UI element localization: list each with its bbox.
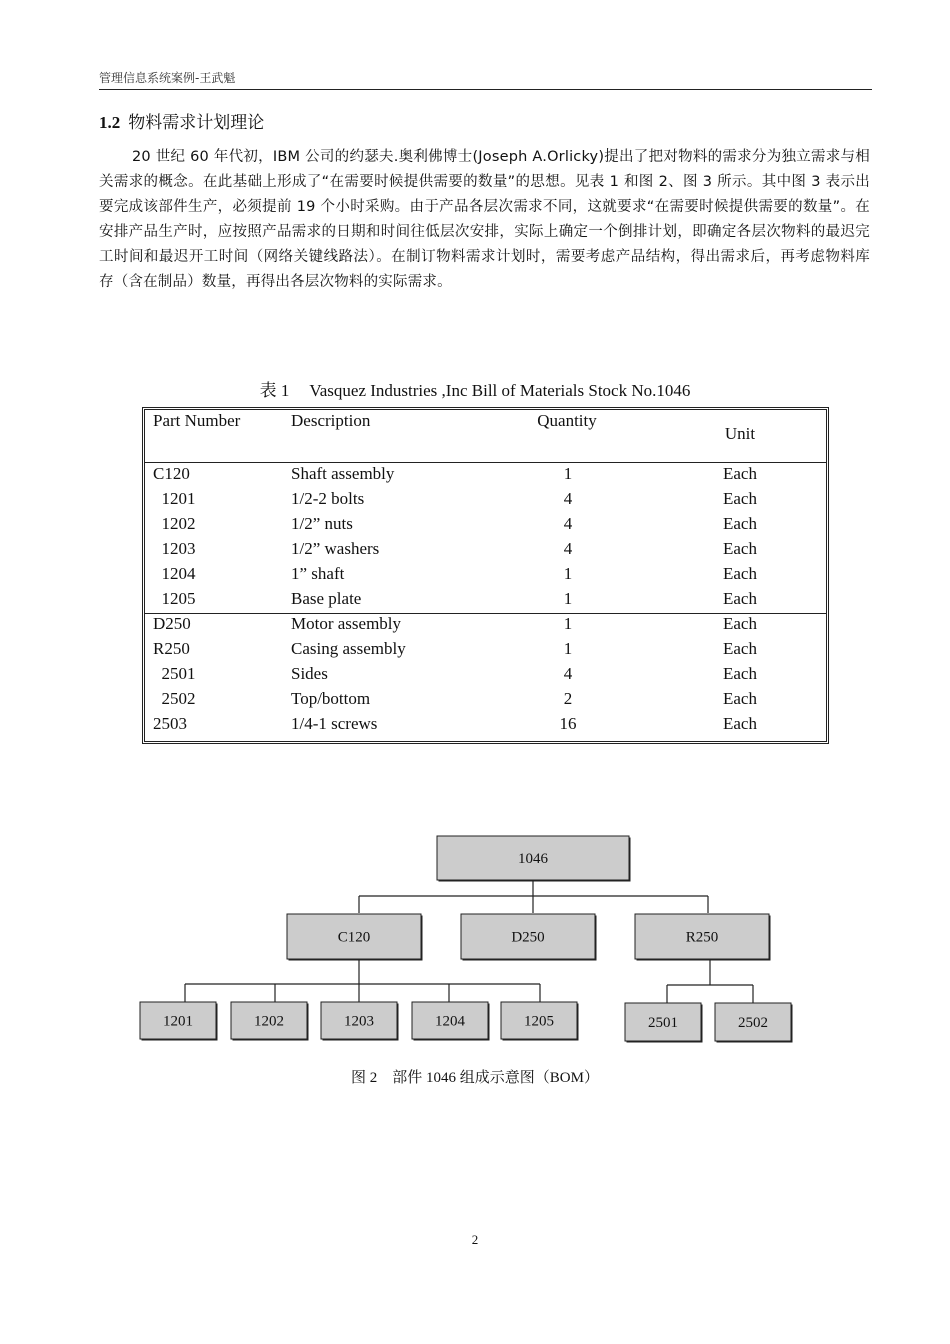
page-header: 管理信息系统案例-王武魁 — [99, 70, 872, 90]
cell-description: Casing assembly — [291, 639, 406, 658]
header-description: Description — [291, 411, 371, 430]
cell-part-number: R250 — [153, 639, 190, 658]
node-c120-child — [501, 1002, 579, 1041]
cell-quantity: 4 — [563, 664, 573, 683]
cell-quantity: 2 — [563, 689, 573, 708]
node-level1 — [635, 914, 771, 961]
table-row — [145, 661, 826, 686]
section-title: 物料需求计划理论 — [128, 113, 265, 133]
table-row — [145, 511, 826, 536]
cell-quantity: 1 — [563, 639, 573, 658]
node-level1-label: D250 — [511, 929, 545, 946]
cell-quantity: 4 — [563, 539, 573, 558]
cell-quantity: 1 — [563, 564, 573, 583]
cell-unit: Each — [723, 464, 757, 483]
table-row — [145, 711, 826, 736]
cell-unit: Each — [723, 614, 757, 633]
cell-description: Top/bottom — [291, 689, 371, 708]
cell-unit: Each — [723, 664, 757, 683]
header-quantity: Quantity — [537, 411, 597, 430]
cell-part-number: 1202 — [153, 514, 196, 533]
node-c120-child-label: 1201 — [163, 1013, 193, 1030]
tree-nodes — [140, 836, 793, 1043]
node-r250-child-label: 2502 — [738, 1015, 768, 1031]
table-row — [145, 486, 826, 511]
cell-part-number: D250 — [153, 614, 191, 633]
section-heading — [99, 108, 264, 133]
node-c120-child-label: 1204 — [435, 1013, 465, 1030]
cell-quantity: 4 — [563, 514, 573, 533]
table-caption-text: Vasquez Industries ,Inc Bill of Materials Stock No.1046 — [309, 381, 691, 400]
header-part-number: Part Number — [153, 411, 241, 430]
page-number: 2 — [471, 1232, 479, 1247]
node-level1-label: R250 — [685, 929, 719, 946]
node-c120-child-label: 1202 — [254, 1013, 284, 1030]
node-c120-child — [140, 1002, 218, 1041]
table-row — [145, 611, 826, 636]
cell-quantity: 4 — [563, 489, 573, 508]
cell-part-number: 2501 — [153, 664, 196, 683]
cell-unit: Each — [723, 689, 757, 708]
cell-part-number: 1205 — [153, 589, 196, 608]
cell-description: 1/2” washers — [291, 539, 380, 558]
cell-description: Motor assembly — [291, 614, 402, 633]
node-c120-child — [412, 1002, 490, 1041]
cell-description: Shaft assembly — [291, 464, 395, 483]
table-header-row — [145, 410, 826, 462]
cell-unit: Each — [723, 564, 757, 583]
table-row — [145, 686, 826, 711]
table-row — [145, 536, 826, 561]
cell-description: 1/4-1 screws — [291, 714, 378, 733]
node-root-label: 1046 — [518, 851, 548, 867]
node-c120-child-label: 1205 — [524, 1013, 554, 1030]
node-c120-child-label: 1203 — [344, 1013, 374, 1030]
node-root — [437, 836, 631, 882]
node-level1-label: C120 — [337, 929, 371, 946]
cell-unit: Each — [723, 639, 757, 658]
table-row — [145, 636, 826, 661]
node-r250-child — [715, 1003, 793, 1043]
cell-quantity: 1 — [563, 589, 573, 608]
cell-unit: Each — [723, 489, 757, 508]
body-paragraph: 20 世纪 60 年代初，IBM 公司的约瑟夫.奥利佛博士(Joseph A.Orlicky)提出了把对物料的需求分为独立需求与相关需求的概念。在此基础上形成了“在需要时候提供需要的数量”的思想。见表 1 和图 2、图 3 所示。其中图 3 表示出要完成该部件生产，必须提前 19 个小时采购。由于产品各层次需求不同，这就要求“在需要时候提供需要的数量”。在安排产品生产时，应按照产品需求的日期和时间往低层次安排，实际上确定一个倒排计划，即确定各层次物料的最迟完工时间和最迟开工时间（网络关键线路法）。在制订物料需求计划时，需要考虑产品结构，得出需求后，再考虑物料库存（含在制品）数量，再得出各层次物料的实际需求。 — [99, 149, 870, 290]
cell-unit: Each — [723, 514, 757, 533]
cell-description: 1/2” nuts — [291, 514, 353, 533]
header-unit: Unit — [724, 424, 756, 443]
cell-description: Base plate — [291, 589, 362, 608]
table-row — [145, 461, 826, 486]
bill-of-materials-table — [144, 409, 827, 742]
cell-part-number: 1204 — [153, 564, 196, 583]
cell-unit: Each — [723, 539, 757, 558]
node-level1 — [287, 914, 423, 961]
node-level1 — [461, 914, 597, 961]
bom-tree-diagram — [0, 820, 950, 1060]
cell-description: Sides — [291, 664, 328, 683]
node-r250-child-label: 2501 — [648, 1015, 678, 1031]
cell-description: 1/2-2 bolts — [291, 489, 365, 508]
cell-part-number: 2503 — [153, 714, 187, 733]
table-caption — [0, 376, 950, 401]
cell-part-number: C120 — [153, 464, 190, 483]
cell-part-number: 2502 — [153, 689, 196, 708]
cell-unit: Each — [723, 589, 757, 608]
cell-quantity: 1 — [563, 614, 573, 633]
cell-quantity: 1 — [563, 464, 573, 483]
cell-description: 1” shaft — [291, 564, 345, 583]
cell-part-number: 1203 — [153, 539, 196, 558]
cell-part-number: 1201 — [153, 489, 196, 508]
node-r250-child — [625, 1003, 703, 1043]
table-row — [145, 586, 826, 611]
table-row — [145, 561, 826, 586]
node-c120-child — [321, 1002, 399, 1041]
section-number: 1.2 — [99, 113, 121, 132]
figure-caption: 图 2 部件 1046 组成示意图（BOM） — [351, 1070, 599, 1086]
node-c120-child — [231, 1002, 309, 1041]
cell-unit: Each — [723, 714, 757, 733]
cell-quantity: 16 — [559, 714, 577, 733]
table-caption-label: 表 1 — [259, 381, 290, 400]
